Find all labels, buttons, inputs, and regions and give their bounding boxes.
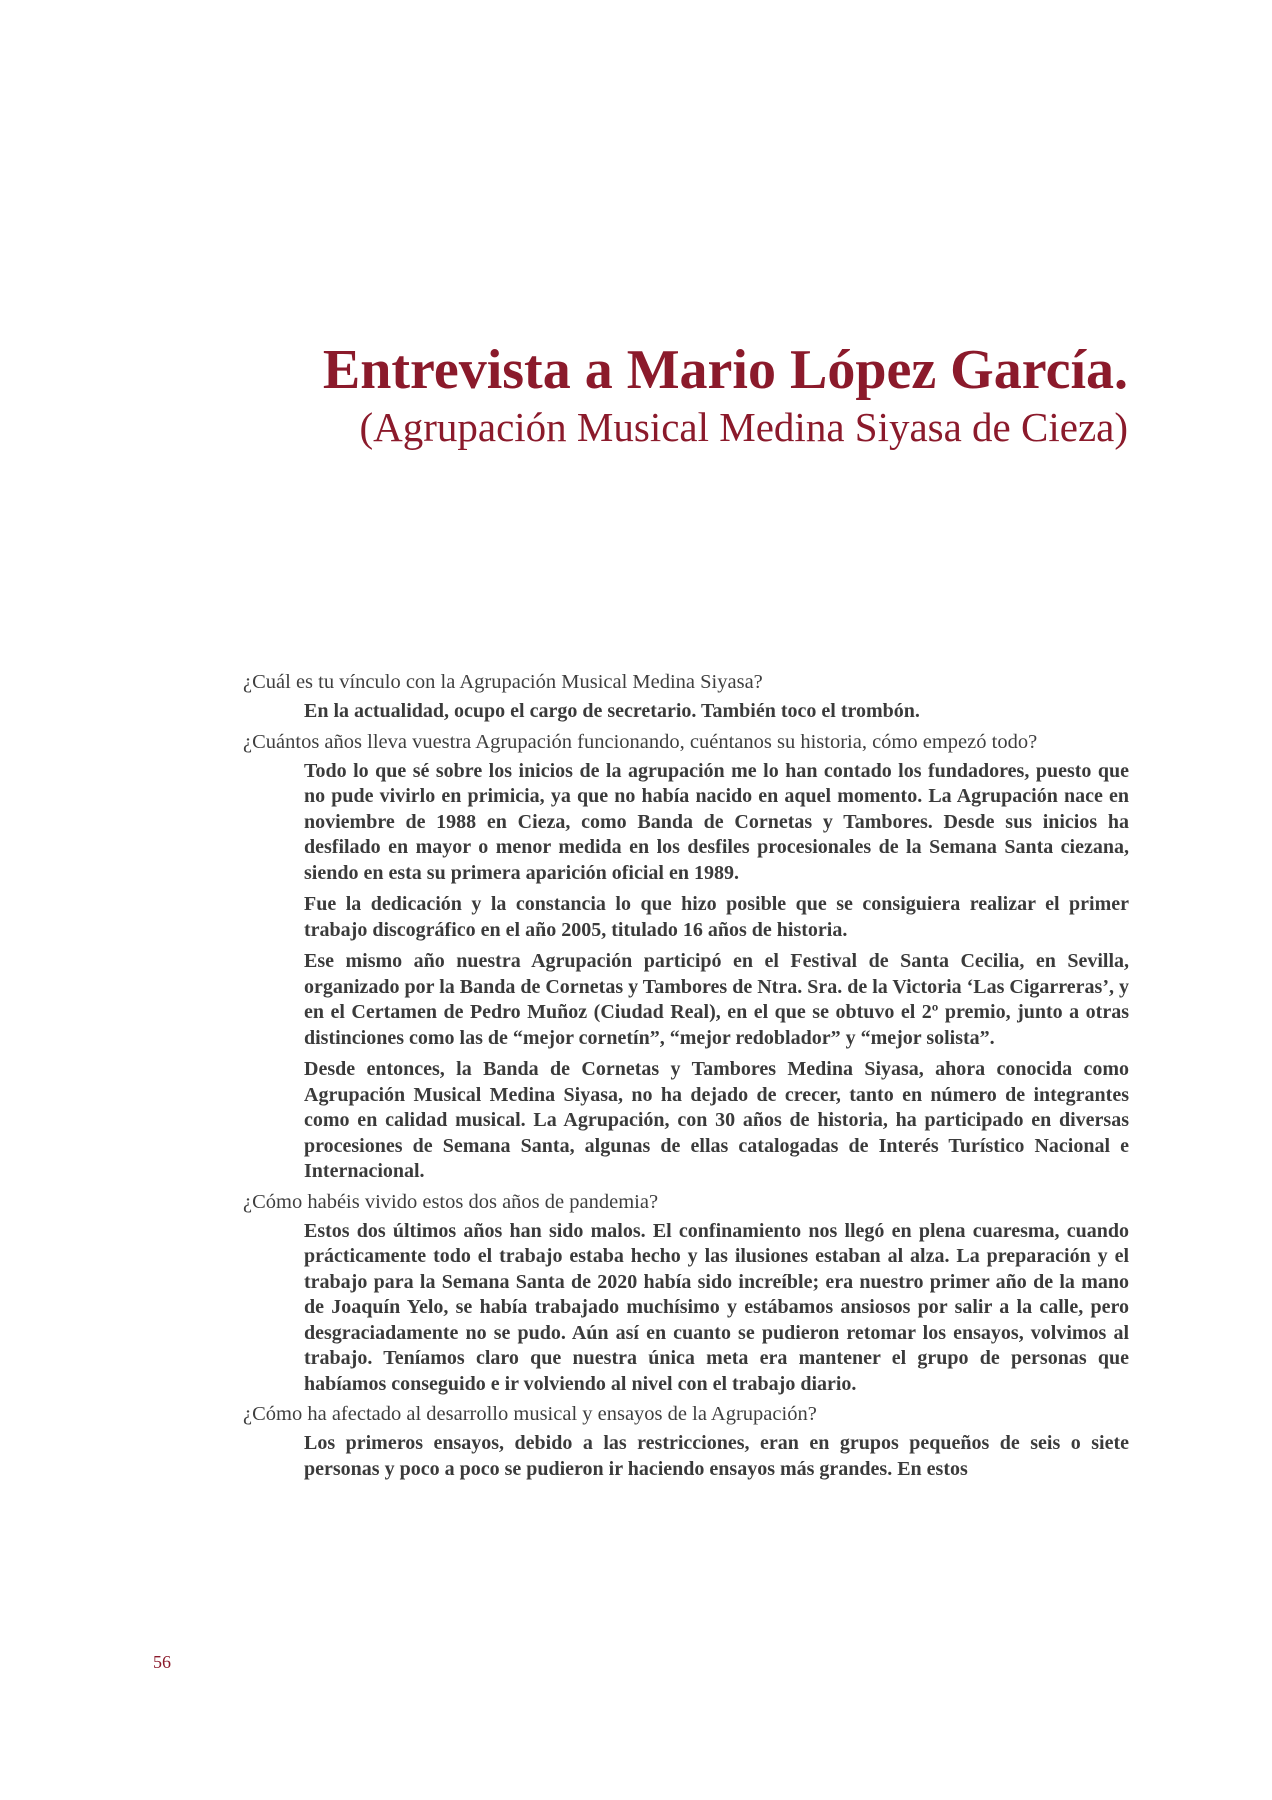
answer-ensayos: Los primeros ensayos, debido a las restricciones, eran en grupos pequeños de seis o siete personas y poco a poco se pudieron ir haciendo ensayos más grandes. En estos bbox=[304, 1432, 1129, 1480]
page-title: Entrevista a Mario López García. bbox=[322, 339, 1128, 401]
answer-historia-paragraph: Ese mismo año nuestra Agrupación participó en el Festival de Santa Cecilia, en Sevilla, organizado por la Banda de Cornetas y Tambores de Ntra. Sra. de la Victoria ‘Las Cigarreras’, y en el Certamen de Pedro Muñoz (Ciudad Real), en el que se obtuvo el 2º premio, junto a otras distinciones como las de “mejor cornetín”, “mejor redoblador” y “mejor solista”. bbox=[304, 950, 1129, 1049]
title-block bbox=[240, 338, 1128, 452]
page-subtitle: (Agrupación Musical Medina Siyasa de Cieza) bbox=[359, 404, 1128, 450]
question-pandemia: ¿Cómo habéis vivido estos dos años de pandemia? bbox=[243, 1190, 659, 1213]
answer-pandemia: Estos dos últimos años han sido malos. El confinamiento nos llegó en plena cuaresma, cuando prácticamente todo el trabajo estaba hecho y las ilusiones estaban al alza. La preparación y el trabajo para la Semana Santa de 2020 había sido increíble; era nuestro primer año de la mano de Joaquín Yelo, se había trabajado muchísimo y estábamos ansiosos por salir a la calle, pero desgraciadamente no se pudo. Aún así en cuanto se pudieron retomar los ensayos, volvimos al trabajo. Teníamos claro que nuestra única meta era mantener el grupo de personas que habíamos conseguido e ir volviendo al nivel con el trabajo diario. bbox=[304, 1219, 1129, 1395]
answer-historia-paragraph: Desde entonces, la Banda de Cornetas y Tambores Medina Siyasa, ahora conocida como Agrupación Musical Medina Siyasa, no ha dejado de crecer, tanto en número de integrantes como en calidad musical. La Agrupación, con 30 años de historia, ha participado en diversas procesiones de Semana Santa, algunas de ellas catalogadas de Interés Turístico Nacional e Internacional. bbox=[304, 1058, 1129, 1182]
answer-historia-paragraph: Todo lo que sé sobre los inicios de la agrupación me lo han contado los fundadores, puesto que no pude vivirlo en primicia, ya que no había nacido en aquel momento. La Agrupación nace en noviembre de 1988 en Cieza, como Banda de Cornetas y Tambores. Desde sus inicios ha desfilado en mayor o menor medida en los desfiles procesionales de la Semana Santa ciezana, siendo en esta su primera aparición oficial en 1989. bbox=[304, 759, 1129, 884]
question-ensayos: ¿Cómo ha afectado al desarrollo musical y ensayos de la Agrupación? bbox=[243, 1403, 817, 1425]
question-vinculo: ¿Cuál es tu vínculo con la Agrupación Musical Medina Siyasa? bbox=[243, 671, 763, 693]
page-number: 56 bbox=[153, 1652, 171, 1672]
question-historia: ¿Cuántos años lleva vuestra Agrupación funcionando, cuéntanos su historia, cómo empezó todo? bbox=[243, 730, 1038, 753]
interview-body bbox=[243, 669, 1129, 1482]
answer-historia-paragraph: Fue la dedicación y la constancia lo que hizo posible que se consiguiera realizar el primer trabajo discográfico en el año 2005, titulado 16 años de historia. bbox=[304, 893, 1129, 941]
answer-vinculo: En la actualidad, ocupo el cargo de secretario. También toco el trombón. bbox=[304, 700, 920, 722]
